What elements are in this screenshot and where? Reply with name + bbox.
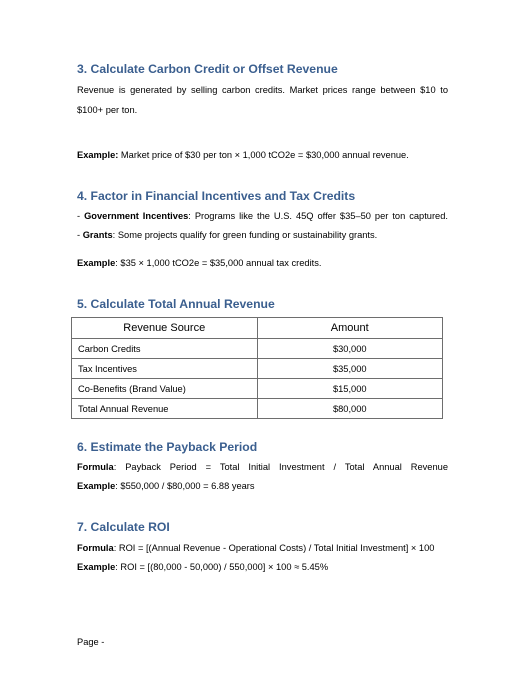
bullet-text: : Some projects qualify for green funding or sustainability grants.: [112, 230, 378, 240]
section-4-bullet-grants: [77, 229, 448, 242]
example-label: Example:: [77, 150, 119, 160]
example-text: : $550,000 / $80,000 = 6.88 years: [115, 481, 255, 491]
formula-label: Formula: [77, 462, 114, 472]
column-header-revenue-source: Revenue Source: [72, 318, 258, 339]
formula-label: Formula: [77, 543, 114, 553]
section-7-formula: [77, 542, 448, 555]
example-text: : $35 × 1,000 tCO2e = $35,000 annual tax credits.: [115, 258, 322, 268]
table-row: [72, 359, 443, 379]
table-cell-amount: $15,000: [257, 379, 443, 399]
section-6-heading: 6. Estimate the Payback Period: [77, 440, 258, 454]
example-label: Example: [77, 258, 116, 268]
revenue-table: [71, 317, 443, 419]
bullet-text: : Programs like the U.S. 45Q offer $35–50 per ton captured.: [188, 211, 448, 221]
example-label: Example: [77, 481, 116, 491]
table-row: [72, 379, 443, 399]
table-row: [72, 399, 443, 419]
section-3-paragraph: Revenue is generated by selling carbon credits. Market prices range between $10 to $100+ per ton.: [77, 85, 448, 115]
table-cell-amount: $80,000: [257, 399, 443, 419]
bullet-label: Grants: [82, 230, 113, 240]
section-6-example: [77, 480, 448, 493]
example-text: Market price of $30 per ton × 1,000 tCO2e = $30,000 annual revenue.: [118, 150, 409, 160]
formula-text: : ROI = [(Annual Revenue - Operational Costs) / Total Initial Investment] × 100: [113, 543, 435, 553]
formula-text: : Payback Period = Total Initial Investment / Total Annual Revenue: [113, 462, 448, 472]
table-cell-source: Carbon Credits: [72, 339, 258, 359]
bullet-prefix: -: [77, 211, 85, 221]
example-text: : ROI = [(80,000 - 50,000) / 550,000] × 100 ≈ 5.45%: [115, 562, 329, 572]
section-7-heading: 7. Calculate ROI: [77, 520, 170, 534]
section-3-heading: 3. Calculate Carbon Credit or Offset Revenue: [77, 62, 338, 76]
table-cell-source: Total Annual Revenue: [72, 399, 258, 419]
section-4-example: [77, 257, 448, 270]
page-footer: Page -: [77, 637, 105, 647]
section-4-heading: 4. Factor in Financial Incentives and Tax Credits: [77, 189, 356, 203]
bullet-label: Government Incentives: [84, 211, 189, 221]
section-6-formula: [77, 461, 448, 474]
table-row: [72, 339, 443, 359]
table-cell-amount: $30,000: [257, 339, 443, 359]
column-header-amount: Amount: [257, 318, 443, 339]
table-cell-source: Co-Benefits (Brand Value): [72, 379, 258, 399]
table-cell-source: Tax Incentives: [72, 359, 258, 379]
section-7-example: [77, 561, 448, 574]
section-3-example: [77, 149, 448, 162]
table-header-row: [72, 318, 443, 339]
section-5-heading: 5. Calculate Total Annual Revenue: [77, 297, 275, 311]
section-4-bullet-government: [77, 210, 448, 223]
example-label: Example: [77, 562, 116, 572]
bullet-prefix: -: [77, 230, 83, 240]
table-cell-amount: $35,000: [257, 359, 443, 379]
